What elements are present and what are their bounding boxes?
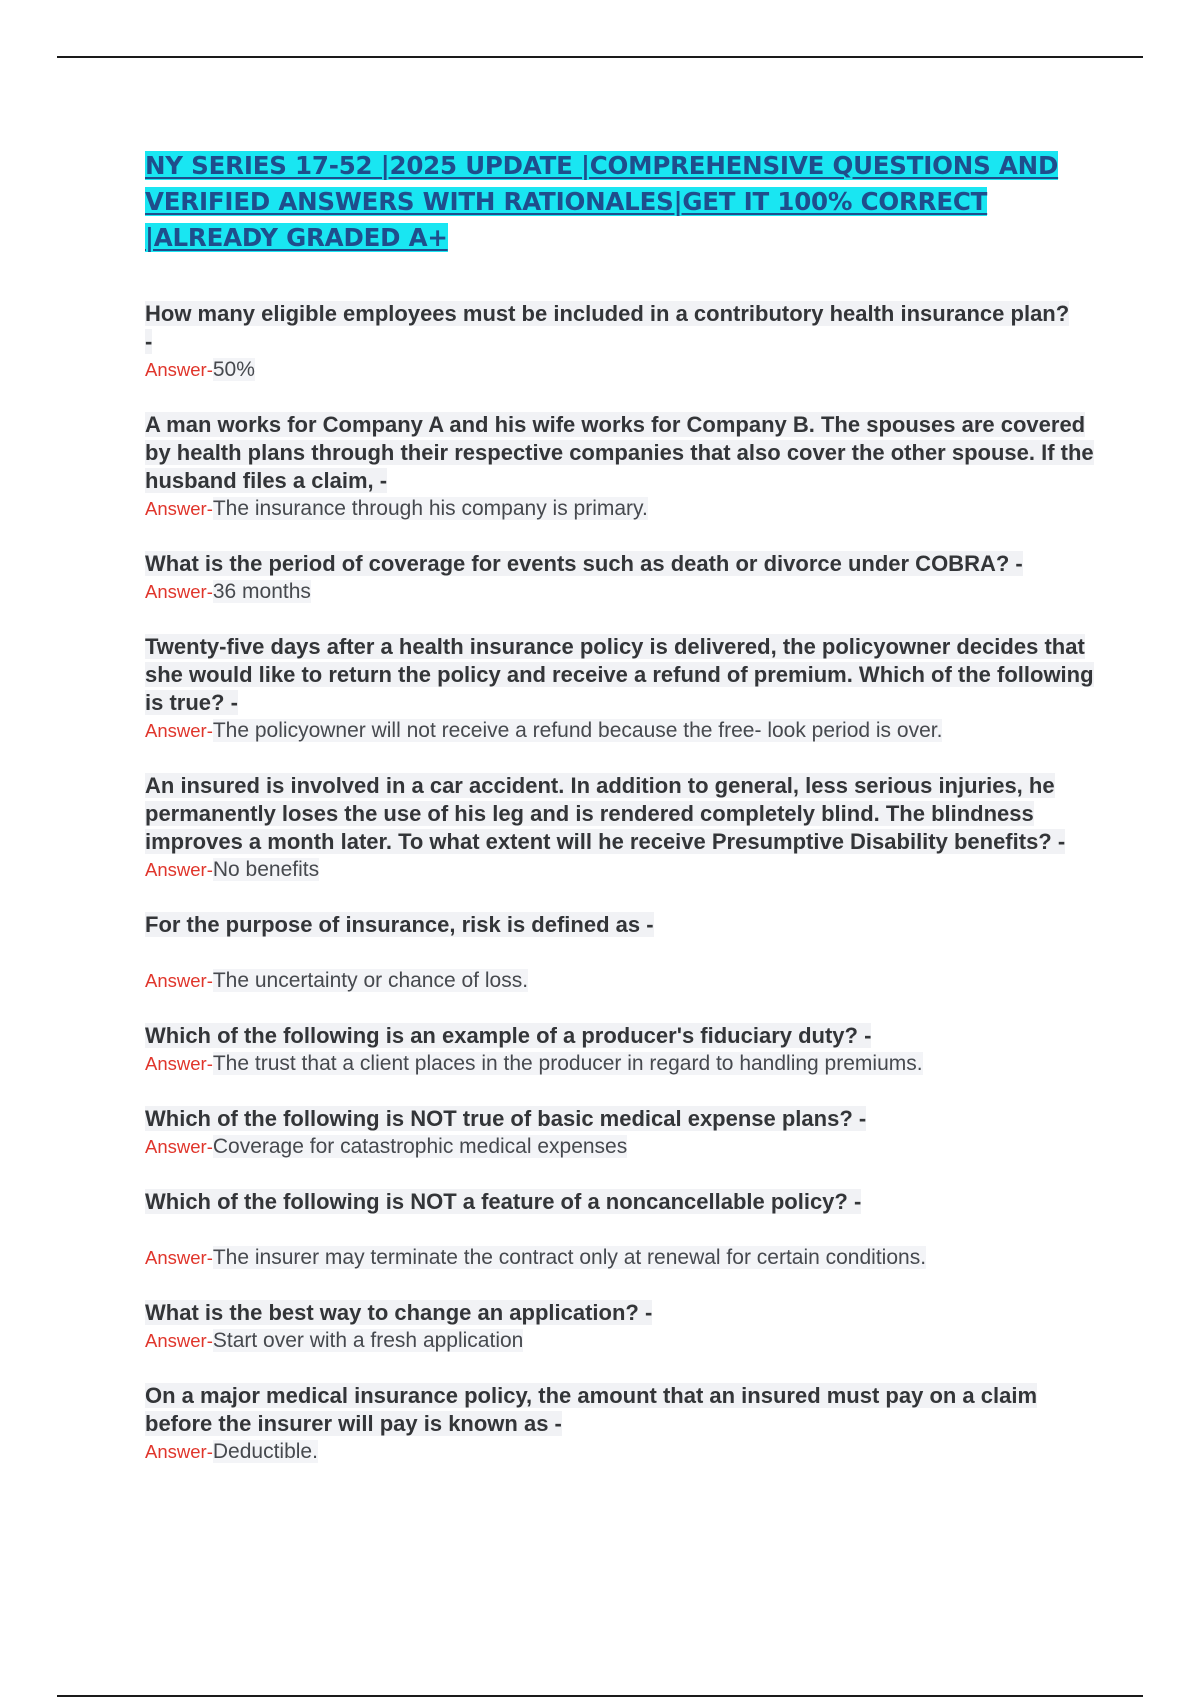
answer-line xyxy=(145,356,1095,384)
bottom-rule xyxy=(57,1695,1143,1697)
answer-label: Answer- xyxy=(145,970,213,991)
answer-line xyxy=(145,1244,1095,1272)
question-text: Which of the following is NOT a feature of a noncancellable policy? - xyxy=(145,1189,862,1214)
answer-text: No benefits xyxy=(212,858,320,881)
answer-text: The trust that a client places in the producer in regard to handling premiums. xyxy=(212,1052,923,1075)
question-text: An insured is involved in a car accident. In addition to general, less serious injuries, he permanently loses the use of his leg and is rendered completely blind. The blindness improves a month later. To what extent will he receive Presumptive Disability benefits? - xyxy=(145,773,1066,854)
answer-label: Answer- xyxy=(145,1136,213,1157)
document-body xyxy=(145,148,1095,1493)
qa-item-7 xyxy=(145,1022,1095,1078)
answer-line xyxy=(145,1438,1095,1466)
answer-text: Deductible. xyxy=(212,1440,318,1463)
question-text: How many eligible employees must be included in a contributory health insurance plan? - xyxy=(145,301,1070,354)
answer-label: Answer- xyxy=(145,859,213,880)
answer-line xyxy=(145,856,1095,884)
answer-line xyxy=(145,495,1095,523)
qa-item-2 xyxy=(145,411,1095,523)
question-text: Which of the following is an example of a producer's fiduciary duty? - xyxy=(145,1023,872,1048)
qa-item-6 xyxy=(145,911,1095,995)
answer-label: Answer- xyxy=(145,1053,213,1074)
answer-label: Answer- xyxy=(145,1441,213,1462)
question-text: What is the period of coverage for events such as death or divorce under COBRA? - xyxy=(145,551,1023,576)
answer-line xyxy=(145,967,1095,995)
qa-item-5 xyxy=(145,772,1095,884)
qa-item-9 xyxy=(145,1188,1095,1272)
answer-line xyxy=(145,1133,1095,1161)
answer-line xyxy=(145,717,1095,745)
qa-item-11 xyxy=(145,1382,1095,1466)
answer-line xyxy=(145,1327,1095,1355)
answer-label: Answer- xyxy=(145,720,213,741)
qa-item-1 xyxy=(145,300,1095,384)
answer-text: The insurance through his company is primary. xyxy=(212,497,648,520)
answer-text: Start over with a fresh application xyxy=(212,1329,524,1352)
answer-label: Answer- xyxy=(145,1247,213,1268)
answer-label: Answer- xyxy=(145,498,213,519)
qa-item-3 xyxy=(145,550,1095,606)
question-text: A man works for Company A and his wife works for Company B. The spouses are covered by health plans through their respective companies that also cover the other spouse. If the husband files a claim, - xyxy=(145,412,1094,493)
question-text: For the purpose of insurance, risk is defined as - xyxy=(145,912,654,937)
answer-line xyxy=(145,578,1095,606)
answer-label: Answer- xyxy=(145,581,213,602)
question-text: What is the best way to change an application? - xyxy=(145,1300,653,1325)
answer-text: The policyowner will not receive a refund because the free- look period is over. xyxy=(212,719,943,742)
answer-text: Coverage for catastrophic medical expenses xyxy=(212,1135,628,1158)
qa-item-8 xyxy=(145,1105,1095,1161)
answer-line xyxy=(145,1050,1095,1078)
answer-label: Answer- xyxy=(145,1330,213,1351)
question-text: On a major medical insurance policy, the amount that an insured must pay on a claim before the insurer will pay is known as - xyxy=(145,1383,1038,1436)
answer-text: The uncertainty or chance of loss. xyxy=(212,969,529,992)
page-title xyxy=(145,148,1095,256)
qa-item-10 xyxy=(145,1299,1095,1355)
answer-label: Answer- xyxy=(145,359,213,380)
answer-text: The insurer may terminate the contract only at renewal for certain conditions. xyxy=(212,1246,927,1269)
question-text: Twenty-five days after a health insurance policy is delivered, the policyowner decides that she would like to return the policy and receive a refund of premium. Which of the following is true? - xyxy=(145,634,1094,715)
top-rule xyxy=(57,56,1143,58)
answer-text: 50% xyxy=(212,358,255,381)
qa-item-4 xyxy=(145,633,1095,745)
answer-text: 36 months xyxy=(212,580,311,603)
question-text: Which of the following is NOT true of basic medical expense plans? - xyxy=(145,1106,867,1131)
page-title-text: NY SERIES 17-52 |2025 UPDATE |COMPREHENSIVE QUESTIONS AND VERIFIED ANSWERS WITH RATIONALES|GET IT 100% CORRECT |ALREADY GRADED A+ xyxy=(145,151,1059,252)
